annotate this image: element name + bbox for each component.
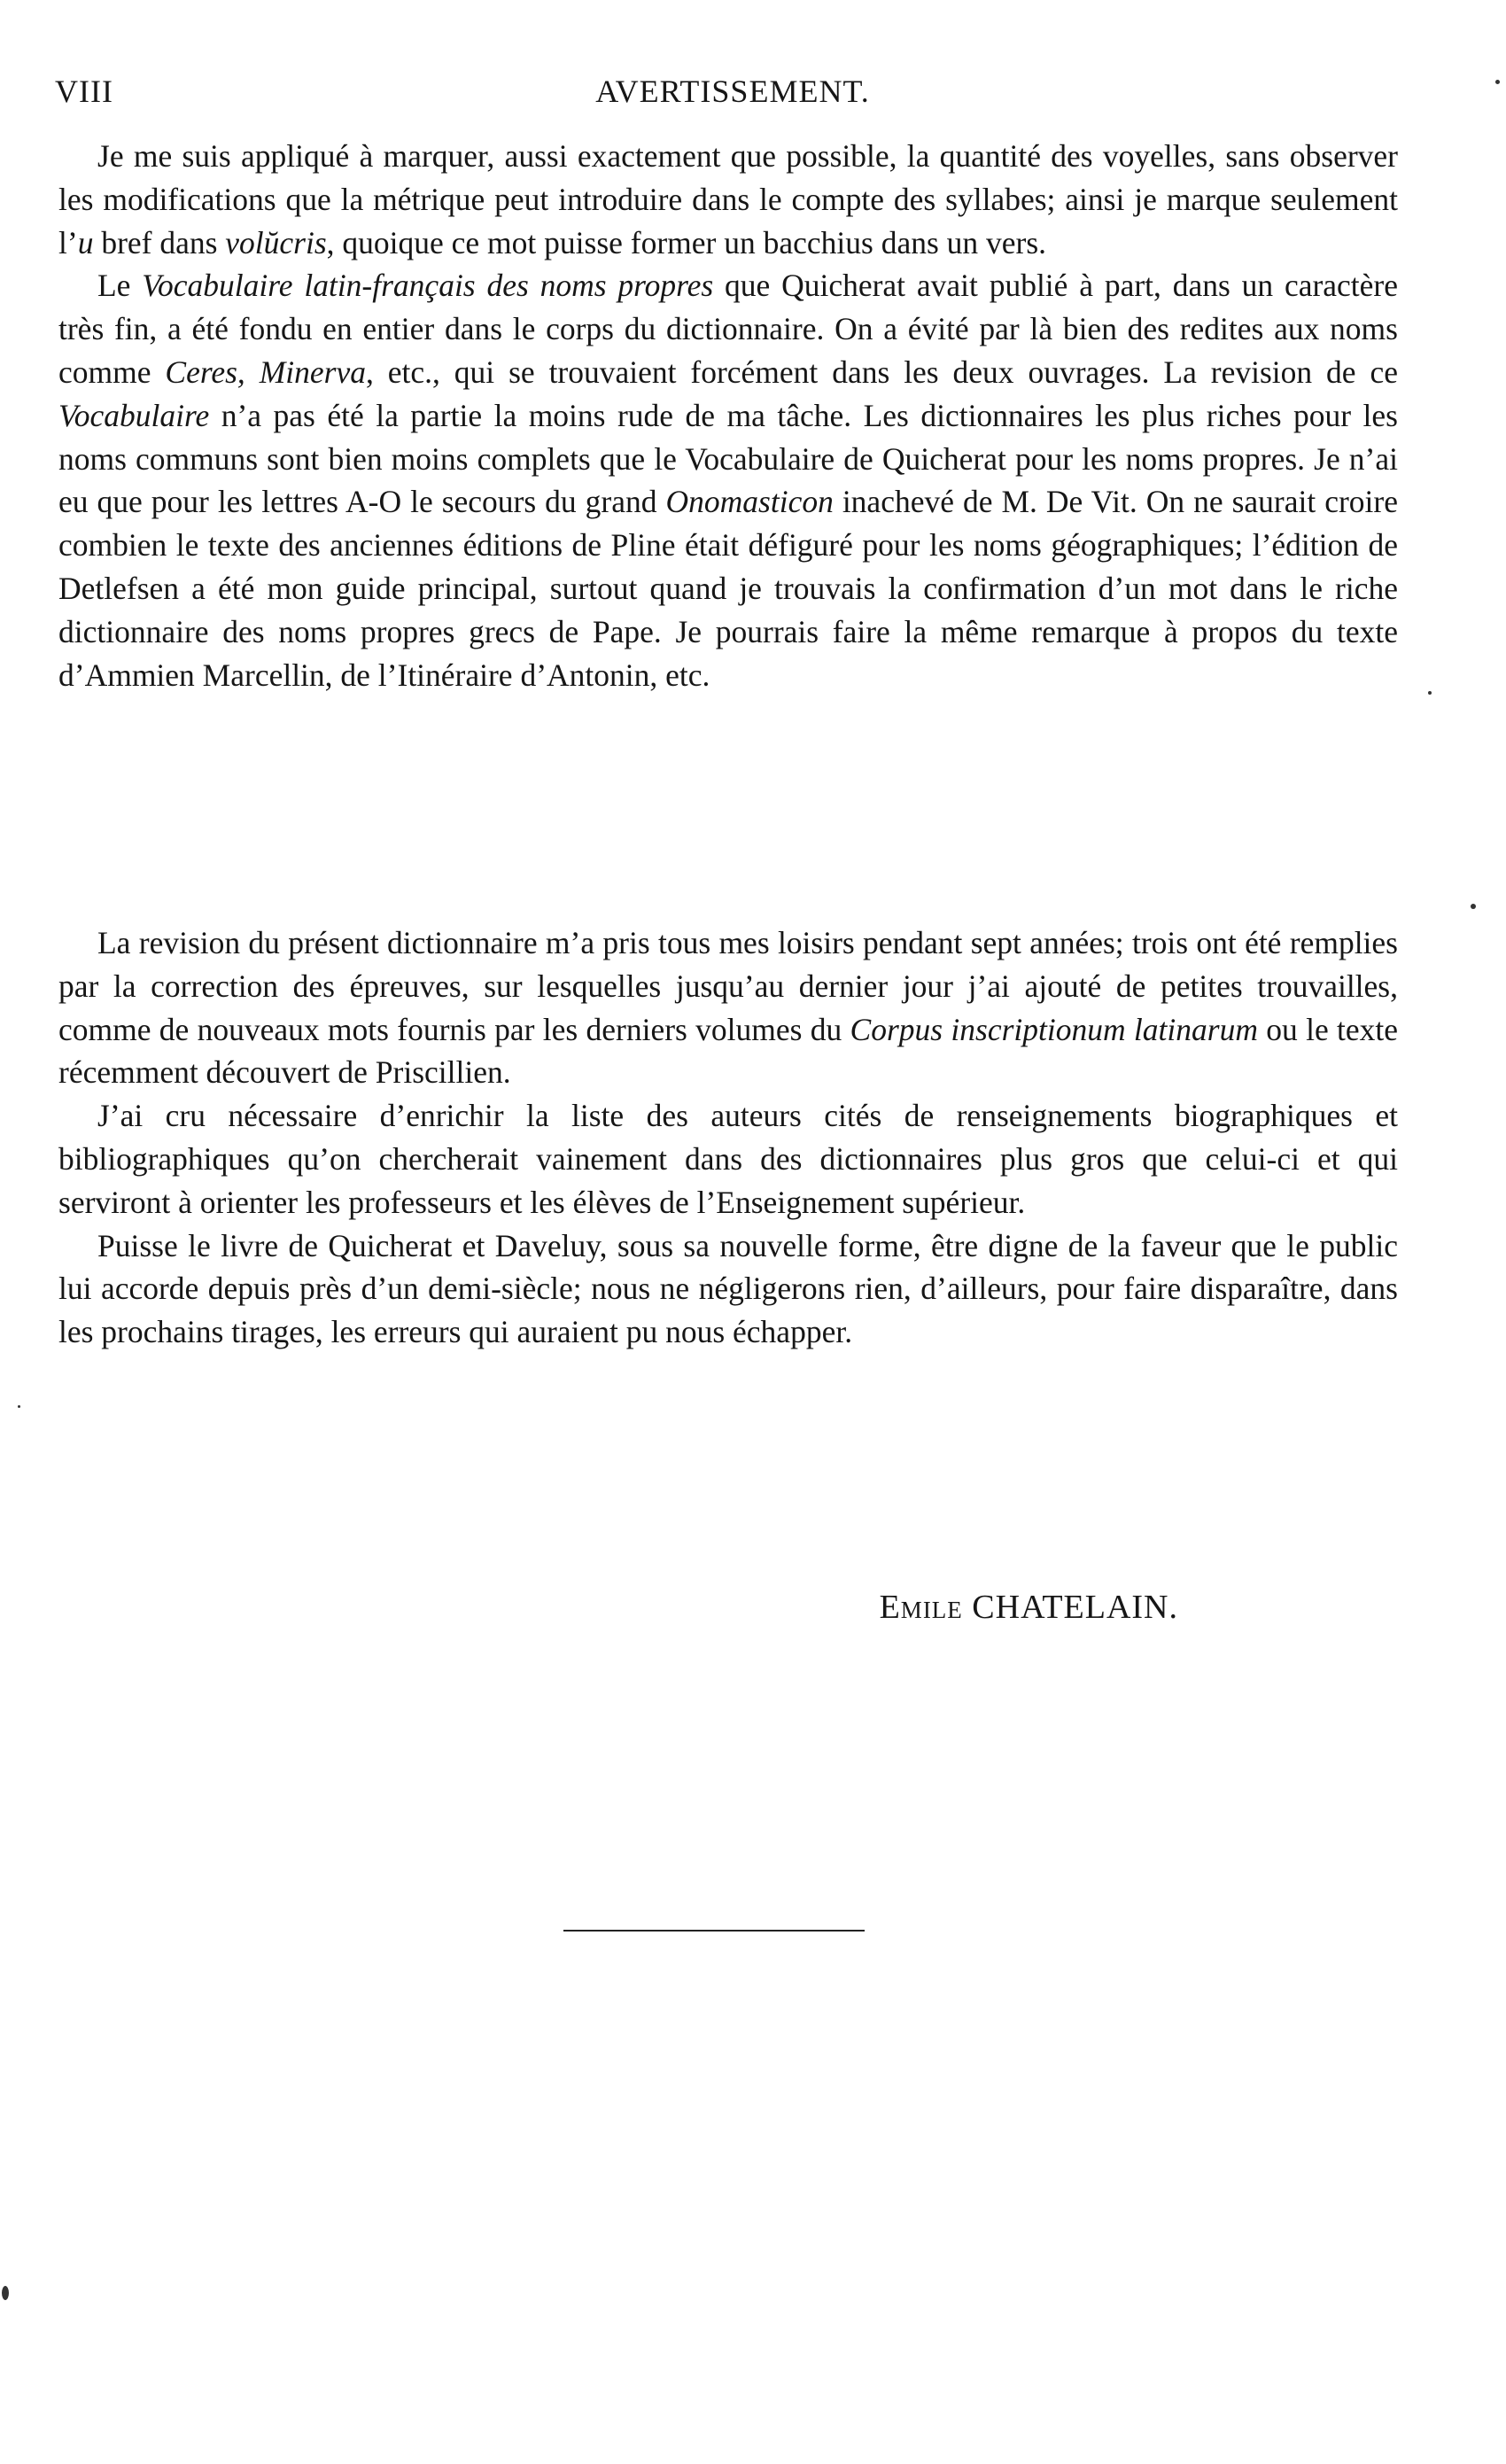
paragraph-revision — [58, 921, 1398, 1094]
text-run: n’a pas été la partie la moins rude de ma tâche. Les dictionnaires les plus riches pour les noms communs sont bien moins complets que le Vocabulaire de Quicherat pour les noms propres. Je n’ai eu que pour les lettres A-O le secours du grand — [58, 397, 1398, 520]
page-number: VIII — [55, 74, 113, 109]
text-run: J’ai cru nécessaire d’enrichir la liste des auteurs cités de renseignements biographiques et bibliographiques qu’on chercherait vainement dans des dictionnaires plus gros que celui-ci et qui serviront à orienter les professeurs et les élèves de l’Enseignement supérieur. — [58, 1098, 1398, 1220]
paragraph-auteurs — [58, 1094, 1398, 1224]
page-header — [55, 73, 1410, 126]
signature — [880, 1588, 1178, 1627]
italic-text-run: Vocabulaire latin-français des noms propres — [142, 268, 714, 304]
end-rule — [563, 1930, 865, 1932]
italic-text-run: Onomasticon — [665, 484, 834, 520]
scan-speck — [1495, 80, 1500, 84]
text-run: , etc., qui se trouvaient forcément dans les deux ouvrages. La revision de ce — [365, 354, 1398, 390]
italic-text-run: volŭcris — [225, 224, 327, 260]
scan-speck — [1471, 904, 1476, 909]
text-block-upper — [58, 135, 1398, 696]
paragraph-vocabulaire — [58, 264, 1398, 696]
scan-speck — [18, 1405, 20, 1408]
scan-speck — [1428, 691, 1432, 695]
text-run: bref dans — [93, 224, 226, 260]
text-run: Je me suis appliqué à marquer, aussi exactement que possible, la quantité des voyelles, sans observer les modifications que la métrique peut introduire dans le compte des syllabes; ainsi je marque seulement l’ — [58, 138, 1398, 260]
text-run: que Quicherat avait publié à part, dans un caractère très fin, a été fondu en entier dans le corps du dictionnaire. On a évité par là bien des redites aux noms comme — [58, 268, 1398, 390]
text-run: Le — [97, 268, 143, 304]
signature-last-name: CHATELAIN. — [972, 1589, 1178, 1626]
text-run: , quoique ce mot puisse former un bacchius dans un vers. — [326, 224, 1047, 260]
italic-text-run: Corpus inscriptionum latinarum — [850, 1011, 1258, 1047]
italic-text-run: Ceres, Minerva — [165, 354, 366, 390]
text-block-lower — [58, 921, 1398, 1354]
scan-speck — [2, 2286, 9, 2300]
paragraph-conclusion — [58, 1224, 1398, 1354]
italic-text-run: u — [77, 224, 94, 260]
italic-text-run: Vocabulaire — [58, 397, 210, 433]
paragraph-quantites — [58, 135, 1398, 264]
text-run: ou le texte récemment découvert de Priscillien. — [58, 1011, 1398, 1091]
text-run: Puisse le livre de Quicherat et Daveluy, sous sa nouvelle forme, être digne de la faveur que le public lui accorde depuis près d’un demi-siècle; nous ne négligerons rien, d’ailleurs, pour faire disparaître, dans les prochains tirages, les erreurs qui auraient pu nous échapper. — [58, 1227, 1398, 1350]
signature-first-name: Emile — [879, 1589, 963, 1626]
text-run: inachevé de M. De Vit. On ne saurait croire combien le texte des anciennes éditions de Pline était défiguré pour les noms géographiques; l’édition de Detlefsen a été mon guide principal, surtout quand je trouvais la confirmation d’un mot dans le riche dictionnaire des noms propres grecs de Pape. Je pourrais faire la même remarque à propos du texte d’Ammien Marcellin, de l’Itinéraire d’Antonin, etc. — [58, 484, 1399, 693]
running-title: AVERTISSEMENT. — [595, 74, 870, 109]
text-run: La revision du présent dictionnaire m’a pris tous mes loisirs pendant sept années; trois ont été remplies par la correction des épreuves, sur lesquelles jusqu’au dernier jour j’ai ajouté de petites trouvailles, comme de nouveaux mots fournis par les derniers volumes du — [58, 925, 1398, 1047]
